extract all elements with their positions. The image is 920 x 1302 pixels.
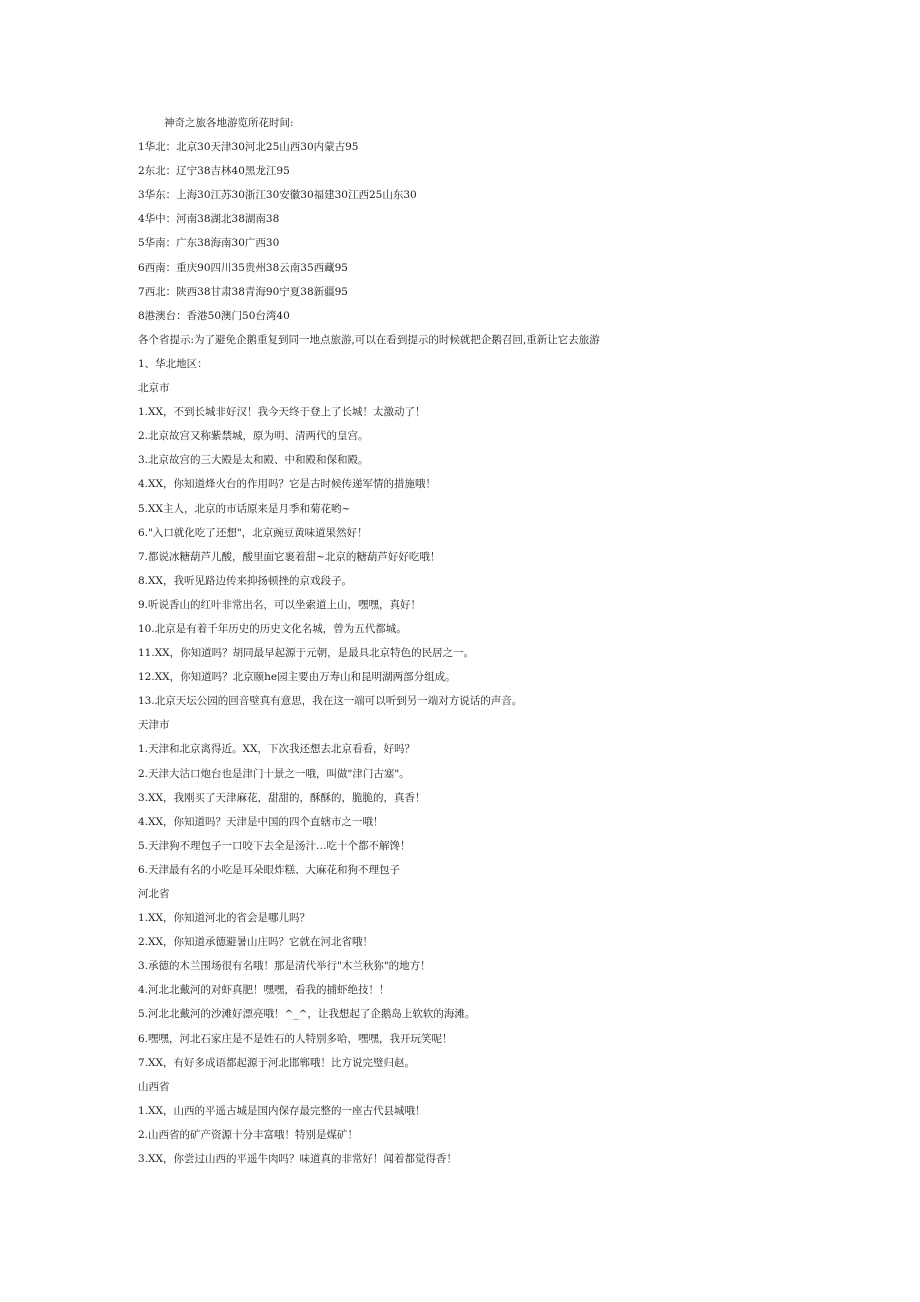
list-item: 5.XX主人，北京的市话原来是月季和菊花哟~ [138, 502, 351, 515]
list-item: 1.天津和北京离得近。XX，下次我还想去北京看看，好吗？ [138, 743, 415, 756]
list-item: 3.XX，我刚买了天津麻花，甜甜的，酥酥的，脆脆的，真香！ [138, 791, 426, 804]
region-line: 5华南：广东38海南30广西30 [138, 237, 280, 250]
province-heading-tianjin: 天津市 [138, 719, 170, 732]
region-line: 8港澳台：香港50澳门50台湾40 [138, 309, 290, 322]
province-heading-beijing: 北京市 [138, 382, 170, 395]
list-item: 9.听说香山的红叶非常出名，可以坐索道上山，嘿嘿，真好！ [138, 598, 422, 611]
list-item: 12.XX，你知道吗？北京颐he园主要由万寿山和昆明湖两部分组成。 [138, 671, 456, 684]
region-line: 1华北：北京30天津30河北25山西30内蒙古95 [138, 141, 359, 154]
section-heading: 1、华北地区： [138, 357, 208, 370]
list-item: 3.承德的木兰围场很有名哦！那是清代举行"木兰秋狝"的地方！ [138, 960, 431, 973]
document-body [138, 111, 898, 1171]
document-title: 神奇之旅各地游览所花时间: [164, 117, 294, 129]
list-item: 1.XX，不到长城非好汉！我今天终于登上了长城！太激动了！ [138, 406, 426, 419]
province-heading-shanxi: 山西省 [138, 1080, 170, 1093]
list-item: 11.XX，你知道吗？胡同最早起源于元朝，是最具北京特色的民居之一。 [138, 647, 475, 660]
tip-text: 各个省提示:为了避免企鹅重复到同一地点旅游,可以在看到提示的时候就把企鹅召回,重新让它去旅游 [138, 333, 600, 346]
list-item: 8.XX，我听见路边传来抑扬顿挫的京戏段子。 [138, 574, 352, 587]
list-item: 1.XX，你知道河北的省会是哪儿吗？ [138, 912, 310, 925]
list-item: 2.北京故宫又称紫禁城，原为明、清两代的皇宫。 [138, 430, 369, 443]
list-item: 7.XX，有好多成语都起源于河北邯郸哦！比方说完璧归赵。 [138, 1056, 415, 1069]
list-item: 4.河北北戴河的对虾真肥！嘿嘿，看我的捕虾绝技！！ [138, 984, 390, 997]
region-line: 3华东：上海30江苏30浙江30安徽30福建30江西25山东30 [138, 189, 417, 202]
list-item: 4.XX，你知道吗？天津是中国的四个直辖市之一哦！ [138, 815, 384, 828]
region-line: 2东北：辽宁38吉林40黑龙江95 [138, 165, 290, 178]
list-item: 5.河北北戴河的沙滩好漂亮哦！^_^，让我想起了企鹅岛上软软的海滩。 [138, 1008, 476, 1021]
list-item: 2.天津大沽口炮台也是津门十景之一哦，叫做"津门古塞"。 [138, 767, 410, 780]
list-item: 4.XX，你知道烽火台的作用吗？它是古时候传递军情的措施哦！ [138, 478, 436, 491]
region-line: 6西南：重庆90四川35贵州38云南35西藏95 [138, 261, 348, 274]
list-item: 7.都说冰糖葫芦儿酸，酸里面它裹着甜~北京的糖葫芦好好吃哦！ [138, 550, 441, 563]
list-item: 3.XX，你尝过山西的平遥牛肉吗？味道真的非常好！闻着都觉得香！ [138, 1153, 457, 1166]
region-line: 7西北：陕西38甘肃38青海90宁夏38新疆95 [138, 285, 348, 298]
list-item: 6.天津最有名的小吃是耳朵眼炸糕、大麻花和狗不理包子 [138, 863, 401, 876]
province-heading-hebei: 河北省 [138, 888, 170, 900]
list-item: 2.XX，你知道承德避暑山庄吗？它就在河北省哦！ [138, 936, 373, 949]
list-item: 13.北京天坛公园的回音壁真有意思，我在这一端可以听到另一端对方说话的声音。 [138, 695, 523, 708]
list-item: 6."入口就化吃了还想"，北京豌豆黄味道果然好！ [138, 526, 368, 539]
list-item: 2.山西省的矿产资源十分丰富哦！特别是煤矿！ [138, 1128, 359, 1141]
list-item: 5.天津狗不理包子一口咬下去全是汤汁…吃十个都不解馋！ [138, 839, 411, 852]
list-item: 10.北京是有着千年历史的历史文化名城，曾为五代都城。 [138, 622, 407, 635]
list-item: 1.XX，山西的平遥古城是国内保存最完整的一座古代县城哦！ [138, 1104, 426, 1117]
list-item: 3.北京故宫的三大殿是太和殿、中和殿和保和殿。 [138, 454, 369, 467]
region-line: 4华中：河南38湖北38湖南38 [138, 213, 280, 226]
list-item: 6.嘿嘿，河北石家庄是不是姓石的人特别多哈，嘿嘿，我开玩笑呢！ [138, 1032, 453, 1045]
